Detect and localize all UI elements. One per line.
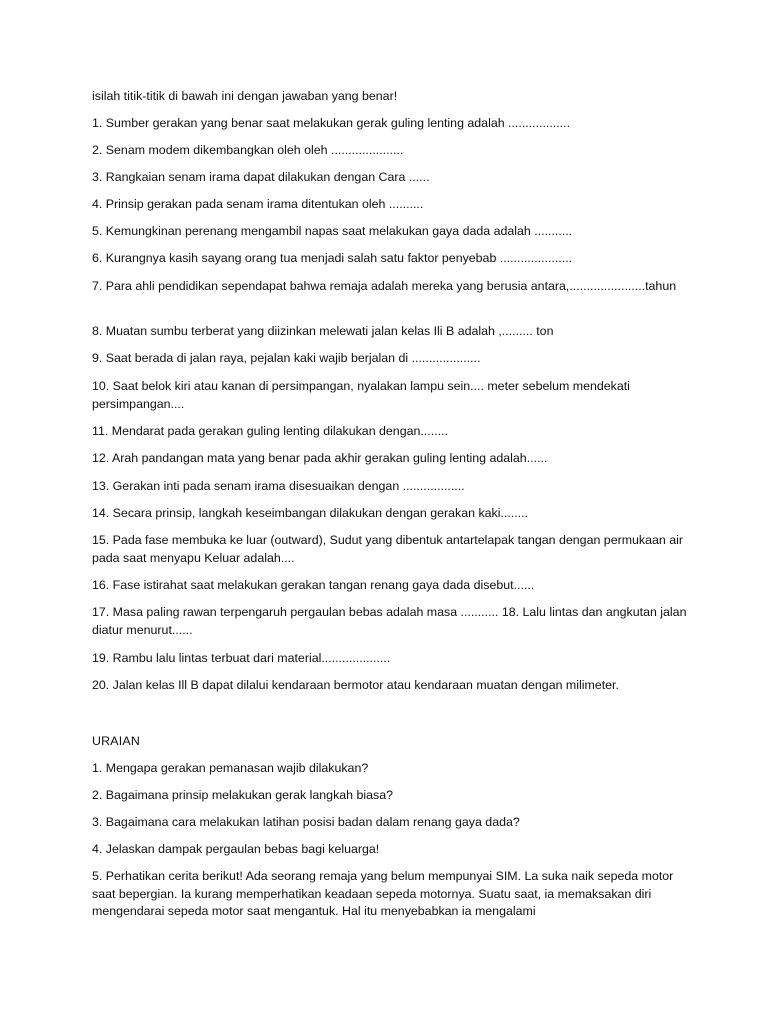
uraian-item-4: 4. Jelaskan dampak pergaulan bebas bagi keluarga! bbox=[92, 842, 380, 856]
uraian-item-3: 3. Bagaimana cara melakukan latihan posisi badan dalam renang gaya dada? bbox=[92, 815, 520, 829]
isian-item-13: 13. Gerakan inti pada senam irama disesuaikan dengan .................. bbox=[92, 479, 465, 493]
isian-item-4: 4. Prinsip gerakan pada senam irama ditentukan oleh .......... bbox=[92, 197, 424, 211]
uraian-item-2: 2. Bagaimana prinsip melakukan gerak langkah biasa? bbox=[92, 788, 394, 802]
isian-item-2: 2. Senam modem dikembangkan oleh oleh ..................... bbox=[92, 143, 404, 157]
isian-item-17: 17. Masa paling rawan terpengaruh pergaulan bebas adalah masa ........... 18. Lalu lintas dan angkutan jalan diatur menurut...... bbox=[92, 605, 687, 637]
isian-item-1: 1. Sumber gerakan yang benar saat melakukan gerak guling lenting adalah .................. bbox=[92, 116, 571, 130]
isian-item-6: 6. Kurangnya kasih sayang orang tua menjadi salah satu faktor penyebab ..................... bbox=[92, 251, 573, 265]
isian-item-11: 11. Mendarat pada gerakan guling lenting dilakukan dengan........ bbox=[92, 424, 448, 438]
isian-item-7: 7. Para ahli pendidikan sependapat bahwa remaja adalah mereka yang berusia antara,......................tahun bbox=[92, 279, 677, 293]
isian-item-5: 5. Kemungkinan perenang mengambil napas saat melakukan gaya dada adalah ........... bbox=[92, 224, 573, 238]
isian-item-15: 15. Pada fase membuka ke luar (outward), Sudut yang dibentuk antartelapak tangan dengan permukaan air pada saat menyapu Keluar adalah.... bbox=[92, 533, 683, 565]
isian-item-10: 10. Saat belok kiri atau kanan di persimpangan, nyalakan lampu sein.... meter sebelum mendekati persimpangan.... bbox=[92, 379, 630, 411]
uraian-heading: URAIAN bbox=[92, 734, 141, 748]
isian-item-16: 16. Fase istirahat saat melakukan gerakan tangan renang gaya dada disebut...... bbox=[92, 578, 535, 592]
isian-item-8: 8. Muatan sumbu terberat yang diizinkan melewati jalan kelas Ili B adalah ,......... ton bbox=[92, 324, 554, 338]
isian-item-9: 9. Saat berada di jalan raya, pejalan kaki wajib berjalan di .................... bbox=[92, 351, 481, 365]
isian-item-19: 19. Rambu lalu lintas terbuat dari material.................... bbox=[92, 651, 391, 665]
uraian-item-5: 5. Perhatikan cerita berikut! Ada seorang remaja yang belum mempunyai SIM. La suka naik sepeda motor saat bepergian. Ia kurang memperhatikan keadaan sepeda motornya. Suatu saat, ia memaksakan diri mengendarai sepeda motor saat mengantuk. Hal itu menyebabkan ia mengalami bbox=[92, 869, 674, 918]
intro-instruction: isilah titik-titik di bawah ini dengan jawaban yang benar! bbox=[92, 89, 398, 103]
isian-item-14: 14. Secara prinsip, langkah keseimbangan dilakukan dengan gerakan kaki........ bbox=[92, 506, 529, 520]
isian-item-3: 3. Rangkaian senam irama dapat dilakukan dengan Cara ...... bbox=[92, 170, 430, 184]
uraian-item-1: 1. Mengapa gerakan pemanasan wajib dilakukan? bbox=[92, 761, 369, 775]
isian-item-20: 20. Jalan kelas Ill B dapat dilalui kendaraan bermotor atau kendaraan muatan dengan milimeter. bbox=[92, 678, 619, 692]
isian-item-12: 12. Arah pandangan mata yang benar pada akhir gerakan guling lenting adalah...... bbox=[92, 451, 548, 465]
